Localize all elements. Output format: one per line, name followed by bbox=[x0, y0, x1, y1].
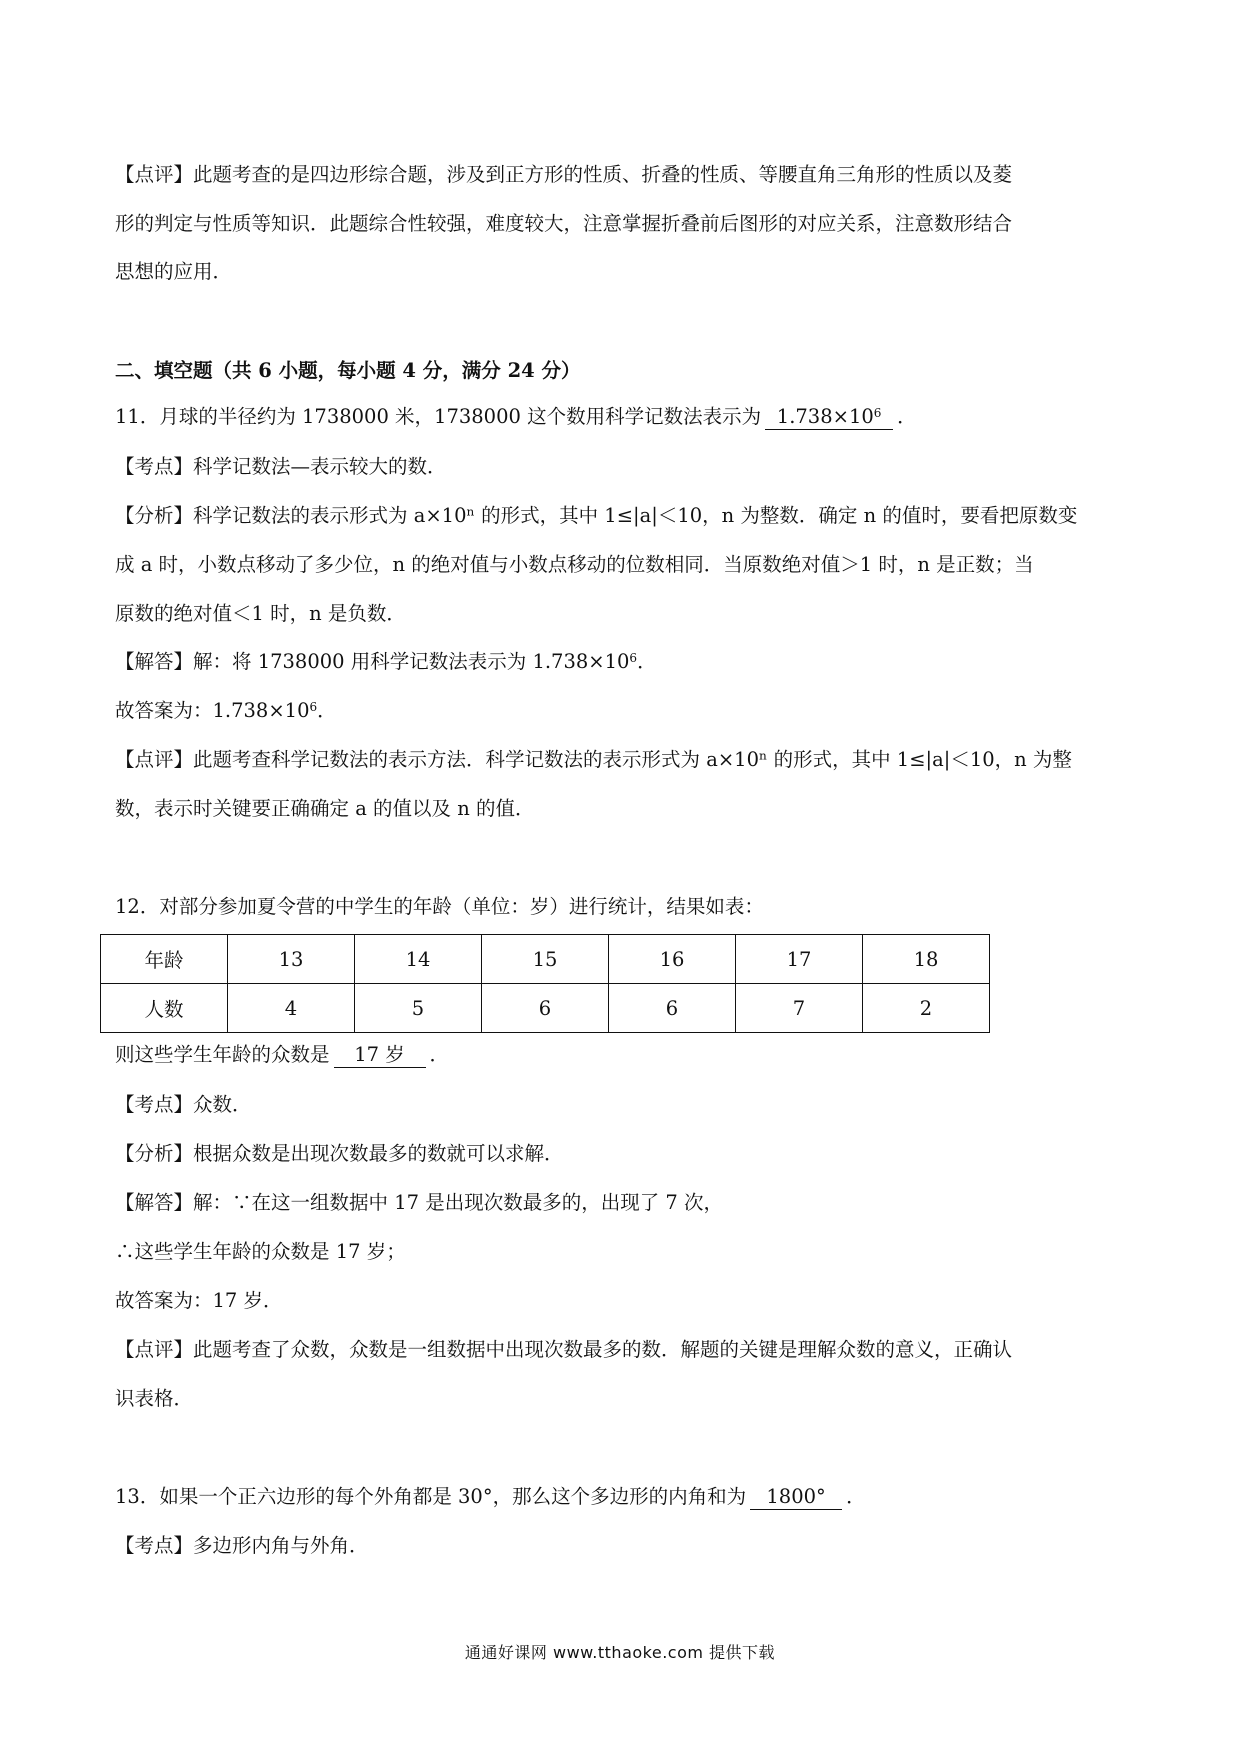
q11-final-answer-end: ． bbox=[317, 699, 337, 722]
table-row bbox=[101, 935, 990, 984]
q12-stem: 12．对部分参加夏令营的中学生的年龄（单位：岁）进行统计，结果如表： bbox=[115, 895, 764, 918]
q11-dianping-line-1: 【点评】此题考查科学记数法的表示方法．科学记数法的表示形式为 a×10ⁿ 的形式，其中 1≤|a|＜10，n 为整 bbox=[115, 748, 1072, 771]
table-cell: 16 bbox=[609, 935, 736, 984]
q11-final-answer-text: 故答案为：1.738×10 bbox=[115, 699, 310, 722]
q12-jieda-line-2: ∴这些学生年龄的众数是 17 岁； bbox=[115, 1240, 406, 1263]
table-cell: 6 bbox=[482, 984, 609, 1033]
q11-stem-text: 11．月球的半径约为 1738000 米，1738000 这个数用科学记数法表示为 bbox=[115, 405, 762, 428]
q12-kaodian: 【考点】众数． bbox=[115, 1093, 252, 1116]
q11-stem-end: ． bbox=[897, 405, 917, 428]
q11-answer-base: 1.738×10 bbox=[776, 405, 874, 428]
table-cell: 14 bbox=[355, 935, 482, 984]
q12-question-end: ． bbox=[429, 1043, 450, 1066]
section-title: 二、填空题（共 6 小题，每小题 4 分，满分 24 分） bbox=[115, 359, 581, 382]
q11-stem bbox=[115, 403, 917, 431]
q11-kaodian: 【考点】科学记数法—表示较大的数． bbox=[115, 455, 447, 478]
table-cell: 18 bbox=[863, 935, 990, 984]
q13-stem-text: 13．如果一个正六边形的每个外角都是 30°，那么这个多边形的内角和为 bbox=[115, 1485, 747, 1508]
q12-fenxi: 【分析】根据众数是出现次数最多的数就可以求解． bbox=[115, 1142, 564, 1165]
q11-fenxi-line-1: 【分析】科学记数法的表示形式为 a×10ⁿ 的形式，其中 1≤|a|＜10，n 为整数．确定 n 的值时，要看把原数变 bbox=[115, 504, 1078, 527]
table-cell: 6 bbox=[609, 984, 736, 1033]
q11-final-answer-exponent: 6 bbox=[309, 700, 318, 714]
q13-kaodian: 【考点】多边形内角与外角． bbox=[115, 1534, 369, 1557]
age-count-table bbox=[100, 934, 990, 1033]
q11-jieda-text: 【解答】解：将 1738000 用科学记数法表示为 1.738×10 bbox=[115, 650, 630, 673]
table-cell: 4 bbox=[228, 984, 355, 1033]
q11-final-answer bbox=[115, 697, 337, 725]
q12-answer-blank: 17 岁 bbox=[334, 1043, 426, 1068]
q11-fenxi-line-3: 原数的绝对值＜1 时，n 是负数． bbox=[115, 602, 406, 625]
q10-comment-line-3: 思想的应用． bbox=[115, 260, 233, 283]
q11-jieda bbox=[115, 648, 657, 676]
table-row-label: 人数 bbox=[101, 984, 228, 1033]
q10-comment-line-1: 【点评】此题考查的是四边形综合题，涉及到正方形的性质、折叠的性质、等腰直角三角形的性质以及菱 bbox=[115, 163, 1013, 186]
page-footer: 通通好课网 www.tthaoke.com 提供下载 bbox=[464, 1643, 776, 1662]
q11-dianping-line-2: 数，表示时关键要正确确定 a 的值以及 n 的值． bbox=[115, 797, 535, 820]
q12-question bbox=[115, 1041, 449, 1069]
q13-answer-blank: 1800° bbox=[750, 1485, 842, 1510]
table-cell: 15 bbox=[482, 935, 609, 984]
q12-dianping-line-2: 识表格． bbox=[115, 1387, 194, 1410]
table-row-label: 年龄 bbox=[101, 935, 228, 984]
q13-stem-end: ． bbox=[846, 1485, 866, 1508]
table-cell: 13 bbox=[228, 935, 355, 984]
table-row bbox=[101, 984, 990, 1033]
q11-answer-exponent: 6 bbox=[873, 406, 882, 420]
table-cell: 7 bbox=[736, 984, 863, 1033]
q12-question-text: 则这些学生年龄的众数是 bbox=[115, 1043, 330, 1066]
q10-comment-line-2: 形的判定与性质等知识．此题综合性较强，难度较大，注意掌握折叠前后图形的对应关系，注意数形结合 bbox=[115, 212, 1013, 235]
table-cell: 17 bbox=[736, 935, 863, 984]
q11-answer-blank bbox=[765, 405, 893, 430]
q11-jieda-end: ． bbox=[637, 650, 657, 673]
q12-final-answer: 故答案为：17 岁． bbox=[115, 1289, 283, 1312]
q12-jieda-line-1: 【解答】解：∵在这一组数据中 17 是出现次数最多的，出现了 7 次， bbox=[115, 1191, 724, 1214]
table-cell: 5 bbox=[355, 984, 482, 1033]
q11-fenxi-line-2: 成 a 时，小数点移动了多少位，n 的绝对值与小数点移动的位数相同．当原数绝对值＞1 时，n 是正数；当 bbox=[115, 553, 1034, 576]
q12-dianping-line-1: 【点评】此题考查了众数，众数是一组数据中出现次数最多的数．解题的关键是理解众数的意义，正确认 bbox=[115, 1338, 1013, 1361]
table-cell: 2 bbox=[863, 984, 990, 1033]
q13-stem bbox=[115, 1483, 866, 1511]
q11-jieda-exponent: 6 bbox=[629, 651, 638, 665]
